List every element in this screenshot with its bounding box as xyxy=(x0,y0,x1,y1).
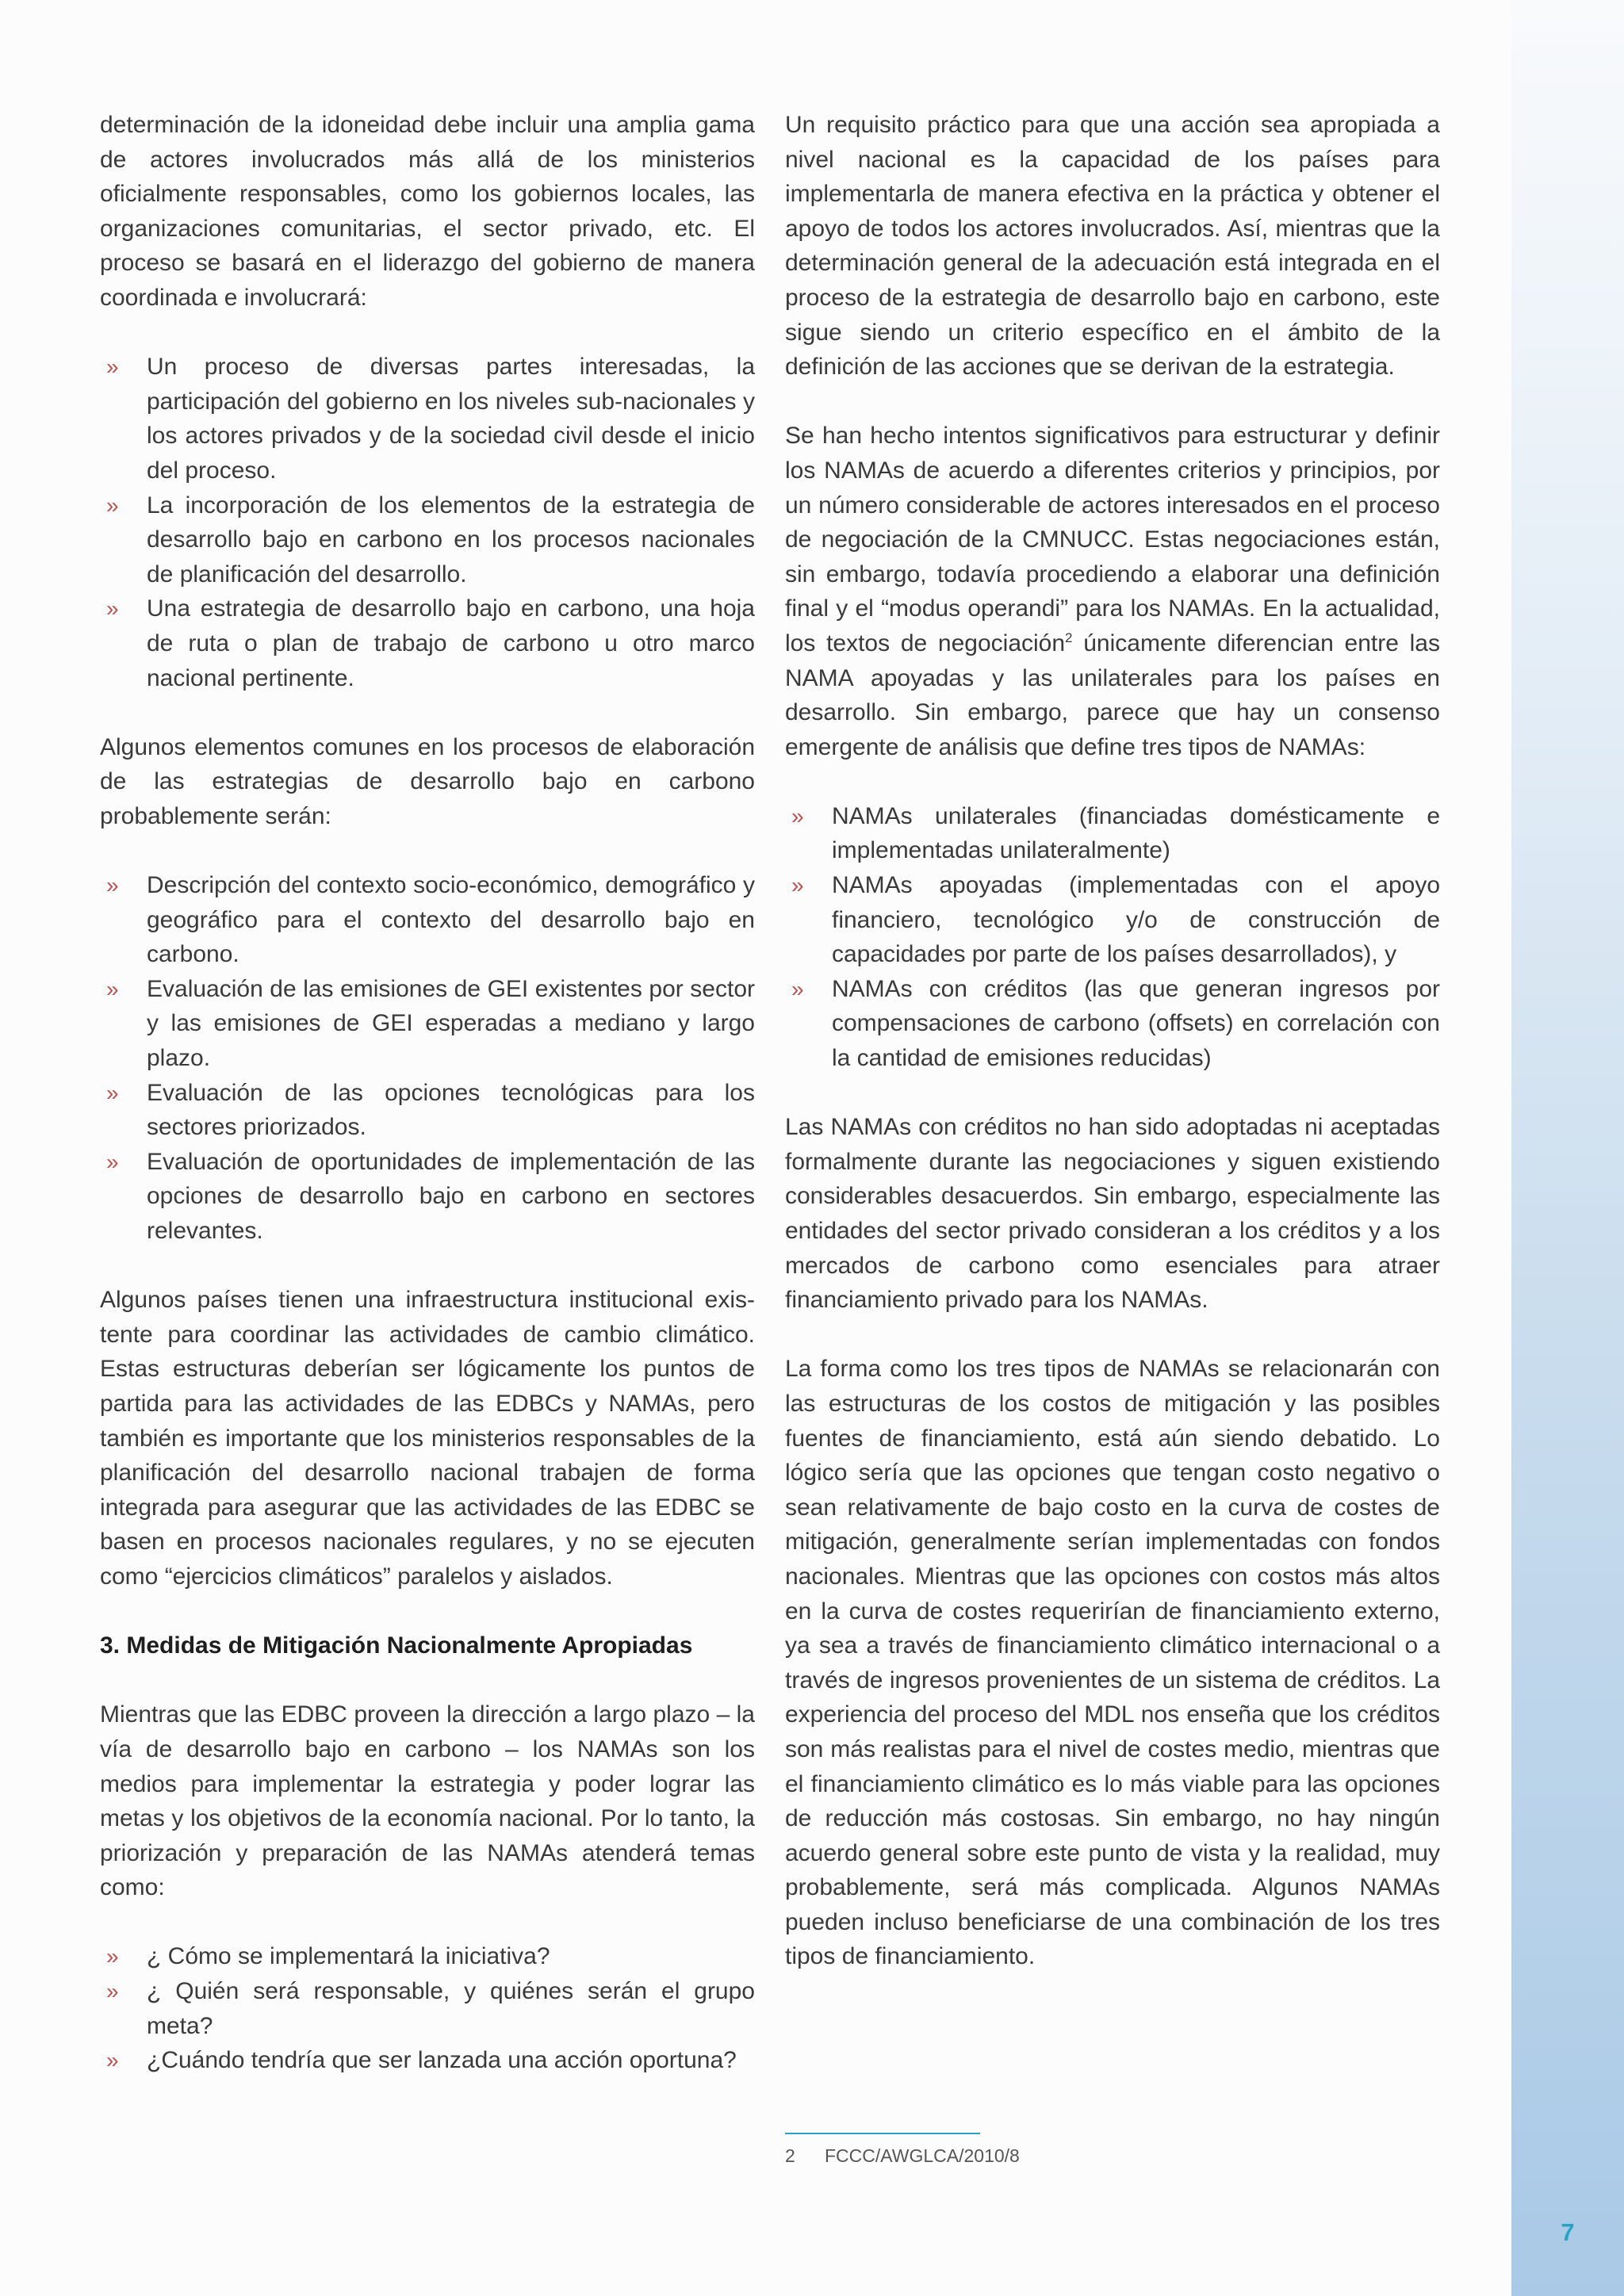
list-item-text: ¿ Quién será responsable, y quiénes serán el grupo meta? xyxy=(147,1978,755,2039)
footnote-number: 2 xyxy=(785,2145,795,2166)
bullet-icon: » xyxy=(791,803,804,828)
footnote xyxy=(785,2144,1020,2168)
bullet-icon: » xyxy=(106,1944,119,1969)
list-item xyxy=(100,1974,755,2043)
bullet-icon: » xyxy=(106,1080,119,1105)
bullet-list xyxy=(100,1939,755,2077)
list-item-text: La incorporación de los elementos de la estrategia de desarrollo bajo en carbono en los procesos nacionales de planificación del desarrollo. xyxy=(147,492,755,587)
list-item-text: Evaluación de oportunidades de implementación de las opciones de desarrollo bajo en carbono en sectores relevantes. xyxy=(147,1148,755,1244)
list-item xyxy=(100,350,755,488)
bullet-icon: » xyxy=(106,976,119,1001)
bullet-list xyxy=(100,868,755,1249)
paragraph-text: únicamente diferencian entre las NAMA apoyadas y las unilaterales para los países en desarrollo. Sin embargo, parece que hay un consenso emergente de análisis que define tres tipos de NAMAs: xyxy=(785,629,1440,760)
paragraph-text: Se han hecho intentos significativos para estructurar y definir los NAMAs de acuerdo a diferentes criterios y principios, por un número considerable de actores interesados en el proceso de negociación de la CMNUCC. Estas negociaciones están, sin embargo, todavía procediendo a elaborar una definición final y el “modus operandi” para los NAMAs. En la actualidad, los textos de negociación xyxy=(785,423,1440,656)
list-item-text: NAMAs apoyadas (implementadas con el apoyo financiero, tecnológico y/o de construcción de capacidades por parte de los países desarrollados), y xyxy=(832,872,1440,968)
bullet-icon: » xyxy=(106,2048,119,2073)
bullet-list xyxy=(785,799,1440,1076)
bullet-icon: » xyxy=(791,976,804,1001)
list-item xyxy=(785,972,1440,1076)
paragraph: determinación de la idoneidad debe incluir una amplia gama de actores involucrados más allá de los ministerios oficialmente responsables, como los gobiernos locales, las organizaciones comunitarias, el sector privado, etc. El proceso se basará en el liderazgo del gobierno de manera coordinada e involucrará: xyxy=(100,112,755,311)
paragraph-with-footnote xyxy=(785,419,1440,764)
list-item-text: Evaluación de las emisiones de GEI existentes por sector y las emisiones de GEI esperadas a mediano y largo plazo. xyxy=(147,975,755,1072)
footnote-divider xyxy=(785,2133,980,2134)
paragraph: Las NAMAs con créditos no han sido adoptadas ni aceptadas formalmente durante las negociaciones y siguen existiendo considerables desacuerdos. Sin embargo, especialmente las entidades del sector privado consideran a los créditos y a los mercados de carbono como esenciales para atraer financiamiento privado para los NAMAs. xyxy=(785,1114,1440,1314)
paragraph: La forma como los tres tipos de NAMAs se relacionarán con las estructuras de los costos de mitigación y las posibles fuentes de financiamiento, está aún siendo debatido. Lo lógico sería que las opciones que tengan costo negativo o sean relativamente de bajo costo en la curva de costes de mitigación, generalmente serían implementadas con fondos nacionales. Mientras que las opciones con costos más altos en la curva de costes requerirían de financiamiento externo, ya sea a través de financiamiento climático internacional o a través de ingresos provenientes de un sistema de créditos. La experiencia del proceso del MDL nos enseña que los créditos son más realistas para el nivel de costes medio, mientras que el financiamiento climático es lo más viable para las opciones de reducción más costosas. Sin embargo, no hay ningún acuerdo general sobre este punto de vista y la realidad, muy probablemente, será más complicada. Algunos NAMAs pueden incluso beneficiarse de una combinación de los tres tipos de financiamiento. xyxy=(785,1356,1440,1970)
section-heading: 3. Medidas de Mitigación Nacionalmente Apropiadas xyxy=(100,1632,693,1659)
list-item xyxy=(100,591,755,695)
page-number: 7 xyxy=(1561,2218,1575,2246)
list-item-text: NAMAs con créditos (las que generan ingresos por compensaciones de carbono (offsets) en correlación con la cantidad de emisiones reducidas) xyxy=(832,975,1440,1072)
paragraph: Mientras que las EDBC proveen la dirección a largo plazo – la vía de desarrollo bajo en carbono – los NAMAs son los medios para implementar la estrategia y poder lograr las metas y los objetivos de la economía nacional. Por lo tanto, la priorización y preparación de las NAMAs atenderá temas como: xyxy=(100,1701,755,1901)
footnote-reference[interactable]: 2 xyxy=(1065,629,1073,645)
right-column xyxy=(785,108,1440,2009)
list-item-text: Descripción del contexto socio-económico, demográfico y geográfico para el contexto del desarrollo bajo en carbono. xyxy=(147,872,755,968)
paragraph: Algunos países tienen una infraestructura institucional exis-tente para coordinar las actividades de cambio climático. Estas estructuras deberían ser lógicamente los puntos de partida para las actividades de las EDBCs y NAMAs, pero también es importante que los ministerios responsables de la planificación del desarrollo nacional trabajen de forma integrada para asegurar que las actividades de las EDBC se basen en procesos nacionales regulares, y no se ejecuten como “ejercicios climáticos” paralelos y aislados. xyxy=(100,1287,755,1590)
bullet-icon: » xyxy=(791,873,804,898)
footnote-text: FCCC/AWGLCA/2010/8 xyxy=(825,2145,1020,2166)
bullet-icon: » xyxy=(106,492,119,518)
bullet-icon: » xyxy=(106,1979,119,2004)
list-item xyxy=(100,1145,755,1249)
list-item xyxy=(100,972,755,1076)
list-item xyxy=(785,799,1440,868)
list-item-text: ¿ Cómo se implementará la iniciativa? xyxy=(147,1943,550,1970)
list-item-text: NAMAs unilaterales (financiadas domésticamente e implementadas unilateralmente) xyxy=(832,802,1440,864)
list-item-text: Evaluación de las opciones tecnológicas para los sectores priorizados. xyxy=(147,1079,755,1141)
bullet-list xyxy=(100,350,755,695)
bullet-icon: » xyxy=(106,1149,119,1174)
paragraph: Algunos elementos comunes en los procesos de elaboración de las estrategias de desarrollo bajo en carbono probablemente serán: xyxy=(100,733,755,829)
list-item xyxy=(100,1076,755,1145)
list-item xyxy=(785,868,1440,972)
paragraph: Un requisito práctico para que una acción sea apropiada a nivel nacional es la capacidad de los países para implementarla de manera efectiva en la práctica y obtener el apoyo de todos los actores involucrados. Así, mientras que la determinación general de la adecuación está integrada en el proceso de la estrategia de desarrollo bajo en carbono, este sigue siendo un criterio específico en el ámbito de la definición de las acciones que se derivan de la estrategia. xyxy=(785,112,1440,381)
decorative-sidebar xyxy=(1511,0,1624,2296)
left-column xyxy=(100,108,755,2112)
bullet-icon: » xyxy=(106,873,119,898)
list-item-text: Un proceso de diversas partes interesadas, la participación del gobierno en los niveles sub-nacionales y los actores privados y de la sociedad civil desde el inicio del proceso. xyxy=(147,354,755,484)
list-item-text: ¿Cuándo tendría que ser lanzada una acción oportuna? xyxy=(147,2047,737,2074)
list-item xyxy=(100,868,755,972)
list-item-text: Una estrategia de desarrollo bajo en carbono, una hoja de ruta o plan de trabajo de carbono u otro marco nacional pertinente. xyxy=(147,595,755,691)
list-item xyxy=(100,2043,755,2078)
bullet-icon: » xyxy=(106,354,119,380)
list-item xyxy=(100,488,755,592)
bullet-icon: » xyxy=(106,596,119,622)
list-item xyxy=(100,1939,755,1974)
